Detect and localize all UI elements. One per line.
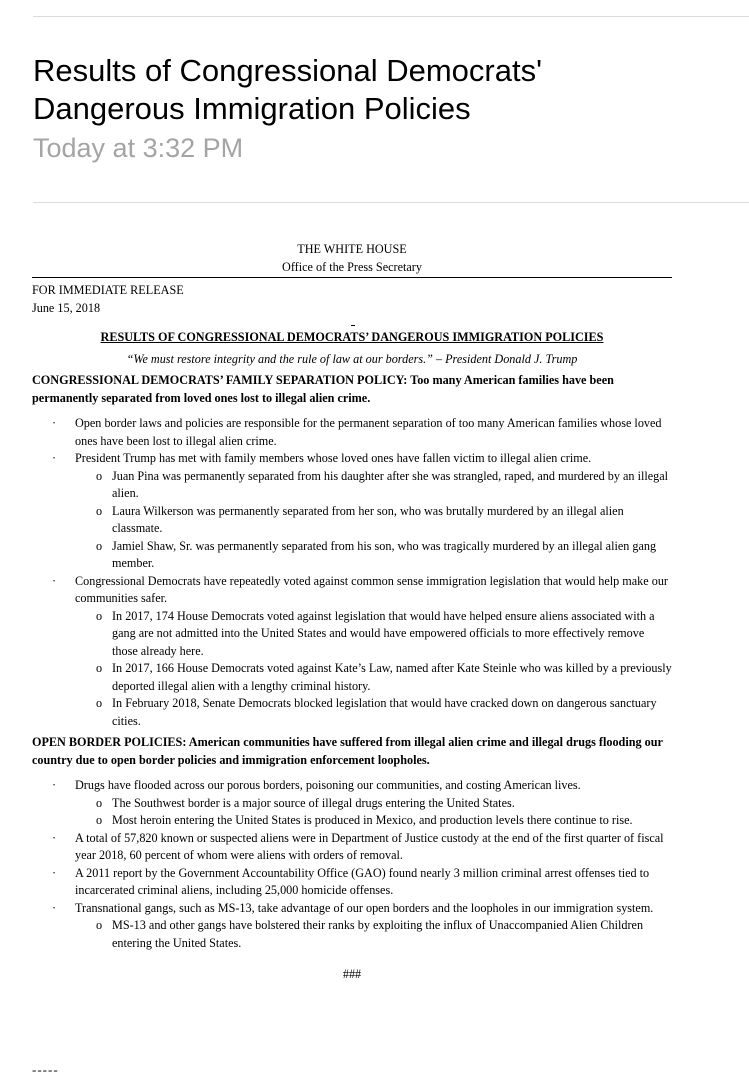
section2-sub-bullets-b bbox=[32, 917, 672, 952]
release-quote: “We must restore integrity and the rule of law at our borders.” – President Donald J. Trump bbox=[126, 351, 578, 366]
sub-list-item bbox=[32, 503, 672, 538]
tiny-underline-mark bbox=[32, 317, 672, 327]
list-item bbox=[32, 573, 672, 608]
sub-list-item bbox=[32, 538, 672, 573]
sub-list-item bbox=[32, 917, 672, 952]
sub-bullet-text: In 2017, 166 House Democrats voted against Kate’s Law, named after Kate Steinle who was killed by a previously deported illegal alien with a lengthy criminal history. bbox=[112, 661, 672, 693]
sub-bullet-text: MS-13 and other gangs have bolstered their ranks by exploiting the influx of Unaccompanied Alien Children entering the United States. bbox=[112, 918, 644, 950]
sub-bullet-text: Laura Wilkerson was permanently separated from her son, who was brutally murdered by an illegal alien classmate. bbox=[112, 503, 624, 535]
sub-list-item bbox=[32, 695, 672, 730]
bullet-glyph: · bbox=[52, 830, 57, 845]
list-item bbox=[32, 450, 672, 468]
header-divider bbox=[33, 202, 749, 203]
end-mark: ### bbox=[342, 967, 362, 981]
subject-line-2: Dangerous Immigration Policies bbox=[33, 91, 471, 126]
sub-bullet-glyph: o bbox=[96, 813, 103, 827]
sub-bullet-glyph: o bbox=[96, 661, 103, 675]
signature-separator: ----- bbox=[32, 1062, 59, 1077]
sub-bullet-glyph: o bbox=[96, 608, 103, 623]
release-title: RESULTS OF CONGRESSIONAL DEMOCRATS’ DANGEROUS IMMIGRATION POLICIES bbox=[100, 330, 604, 344]
bullet-glyph: · bbox=[52, 451, 57, 465]
sub-bullet-text: In February 2018, Senate Democrats blocked legislation that would have cracked down on dangerous sanctuary cities. bbox=[112, 696, 657, 728]
sub-list-item bbox=[32, 608, 672, 661]
sub-bullet-glyph: o bbox=[96, 696, 103, 710]
office-name: Office of the Press Secretary bbox=[282, 259, 422, 274]
email-timestamp: Today at 3:32 PM bbox=[33, 133, 244, 163]
bullet-text: Transnational gangs, such as MS-13, take advantage of our open borders and the loopholes in our immigration system. bbox=[75, 900, 654, 915]
section1-sub-bullets-a bbox=[32, 468, 672, 573]
sub-list-item bbox=[32, 795, 672, 813]
sub-bullet-glyph: o bbox=[96, 918, 103, 932]
sub-list-item bbox=[32, 812, 672, 830]
email-subject bbox=[33, 52, 733, 128]
subject-line-1: Results of Congressional Democrats' bbox=[33, 53, 543, 88]
sub-bullet-glyph: o bbox=[96, 538, 103, 553]
bullet-text: Open border laws and policies are responsible for the permanent separation of too many American families whose loved ones have been lost to illegal alien crime. bbox=[75, 416, 662, 448]
sub-bullet-glyph: o bbox=[96, 795, 103, 810]
release-label: FOR IMMEDIATE RELEASE bbox=[32, 283, 184, 297]
bullet-glyph: · bbox=[52, 865, 57, 880]
sub-bullet-text: Jamiel Shaw, Sr. was permanently separated from his son, who was tragically murdered by an illegal alien gang member. bbox=[112, 538, 657, 570]
top-divider bbox=[33, 16, 749, 17]
section1-bullets-b bbox=[32, 573, 672, 608]
list-item bbox=[32, 900, 672, 918]
bullet-glyph: · bbox=[52, 778, 57, 792]
sub-bullet-text: In 2017, 174 House Democrats voted against legislation that would have helped ensure aliens associated with a gang are not admitted into the United States and would have empowered officials to more effectively remove those already here. bbox=[112, 608, 655, 658]
email-header bbox=[33, 52, 733, 166]
section1-bullets bbox=[32, 415, 672, 468]
section2-sub-bullets-a bbox=[32, 795, 672, 830]
press-release-body bbox=[32, 241, 672, 984]
section-heading-open-border: OPEN BORDER POLICIES: American communities have suffered from illegal alien crime and illegal drugs flooding our country due to open border policies and immigration enforcement loopholes. bbox=[32, 735, 663, 767]
release-date: June 15, 2018 bbox=[32, 300, 101, 315]
sub-bullet-glyph: o bbox=[96, 468, 103, 483]
section2-bullets-a bbox=[32, 777, 672, 795]
org-name: THE WHITE HOUSE bbox=[297, 242, 407, 256]
header-rule bbox=[32, 277, 672, 278]
bullet-text: Congressional Democrats have repeatedly voted against common sense immigration legislation that would help make our communities safer. bbox=[75, 573, 668, 605]
bullet-text: A total of 57,820 known or suspected aliens were in Department of Justice custody at the end of the first quarter of fiscal year 2018, 60 percent of whom were aliens with orders of removal. bbox=[75, 830, 664, 862]
sub-bullet-text: Most heroin entering the United States is produced in Mexico, and production levels there continue to rise. bbox=[112, 813, 633, 827]
sub-bullet-text: The Southwest border is a major source of illegal drugs entering the United States. bbox=[112, 795, 515, 810]
list-item bbox=[32, 777, 672, 795]
section-heading-family-separation: CONGRESSIONAL DEMOCRATS’ FAMILY SEPARATION POLICY: Too many American families have been permanently separated from loved ones lost to illegal alien crime. bbox=[32, 373, 614, 405]
bullet-text: A 2011 report by the Government Accountability Office (GAO) found nearly 3 million criminal arrest offenses tied to incarcerated criminal aliens, including 25,000 homicide offenses. bbox=[75, 865, 650, 897]
section1-sub-bullets-b bbox=[32, 608, 672, 731]
sub-bullet-text: Juan Pina was permanently separated from his daughter after she was strangled, raped, and murdered by an illegal alien. bbox=[112, 468, 669, 500]
bullet-glyph: · bbox=[52, 573, 57, 588]
section2-bullets-b bbox=[32, 830, 672, 918]
sub-bullet-glyph: o bbox=[96, 503, 103, 518]
bullet-text: Drugs have flooded across our porous borders, poisoning our communities, and costing American lives. bbox=[75, 778, 581, 792]
list-item bbox=[32, 415, 672, 450]
list-item bbox=[32, 865, 672, 900]
bullet-glyph: · bbox=[52, 900, 57, 915]
bullet-glyph: · bbox=[52, 416, 57, 430]
sub-list-item bbox=[32, 660, 672, 695]
list-item bbox=[32, 830, 672, 865]
sub-list-item bbox=[32, 468, 672, 503]
bullet-text: President Trump has met with family members whose loved ones have fallen victim to illegal alien crime. bbox=[75, 451, 592, 465]
